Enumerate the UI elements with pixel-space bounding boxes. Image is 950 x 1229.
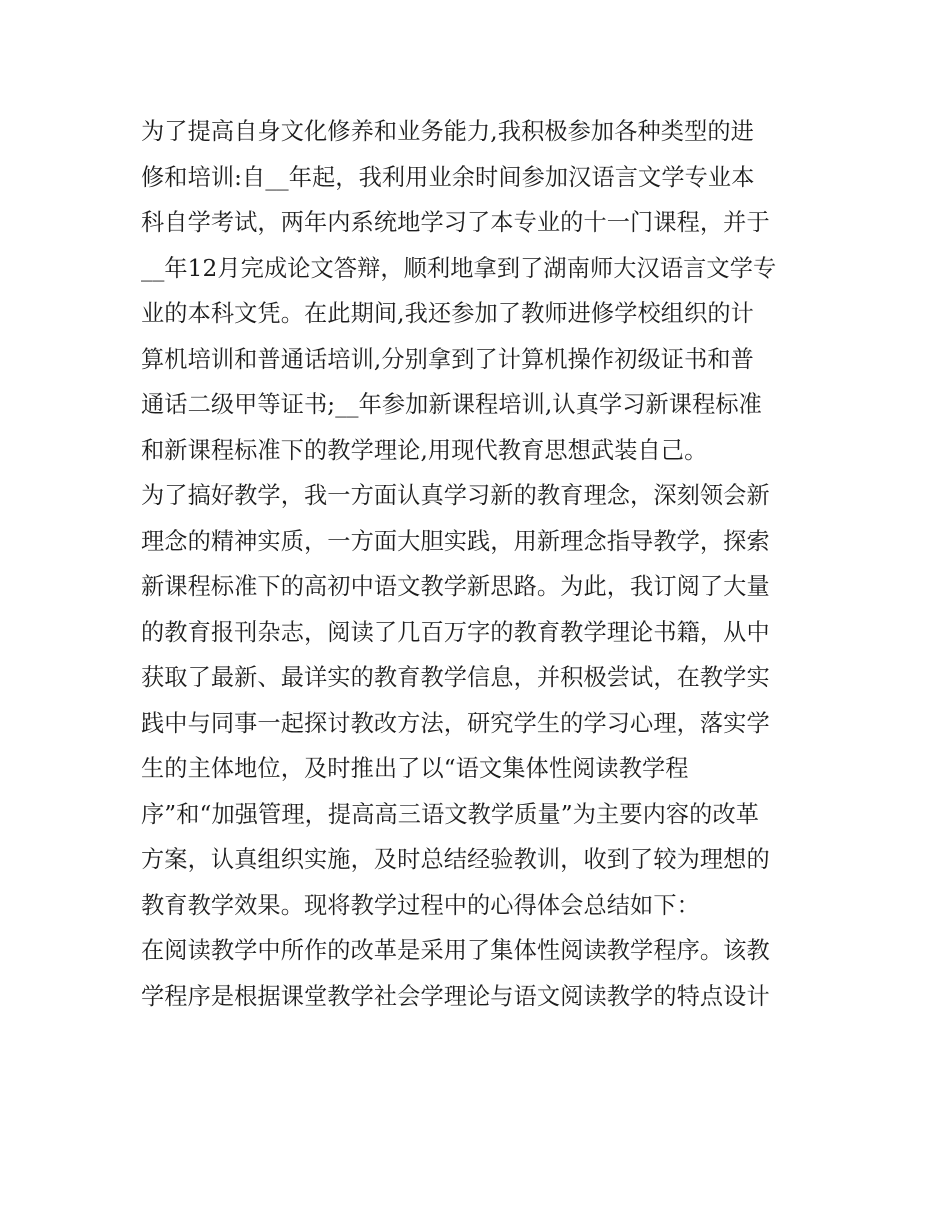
text-line: 理念的精神实质，一方面大胆实践，用新理念指导教学，探索 [141, 527, 770, 555]
text-line: 的教育报刊杂志，阅读了几百万字的教育教学理论书籍，从中 [141, 618, 770, 646]
text-line: 教育教学效果。现将教学过程中的心得体会总结如下： [141, 891, 700, 919]
text-line: 通话二级甲等证书;__年参加新课程培训,认真学习新课程标准 [141, 391, 762, 418]
text-line: 为了提高自身文化修养和业务能力,我积极参加各种类型的进 [141, 118, 754, 145]
text-line: 新课程标准下的高初中语文教学新思路。为此，我订阅了大量 [141, 573, 770, 600]
text-line: 获取了最新、最详实的教育教学信息，并积极尝试，在教学实 [141, 664, 770, 691]
document-body-text [141, 109, 821, 1019]
text-line: 算机培训和普通话培训,分别拿到了计算机操作初级证书和普 [141, 345, 754, 373]
text-line: 在阅读教学中所作的改革是采用了集体性阅读教学程序。该教 [141, 937, 770, 964]
text-line: 业的本科文凭。在此期间,我还参加了教师进修学校组织的计 [141, 300, 754, 327]
text-line: 科自学考试，两年内系统地学习了本专业的十一门课程，并于 [141, 209, 770, 236]
text-line: 和新课程标准下的教学理论,用现代教育思想武装自己。 [141, 436, 708, 464]
text-line: 修和培训:自__年起，我利用业余时间参加汉语言文学专业本 [141, 163, 755, 191]
text-line: 为了搞好教学，我一方面认真学习新的教育理念，深刻领会新 [141, 482, 770, 509]
text-line: 学程序是根据课堂教学社会学理论与语文阅读教学的特点设计 [141, 982, 770, 1010]
text-line: 生的主体地位，及时推出了以“语文集体性阅读教学程 [141, 755, 689, 782]
text-line: __年12月完成论文答辩，顺利地拿到了湖南师大汉语言文学专 [141, 254, 777, 282]
text-line: 方案，认真组织实施，及时总结经验教训，收到了较为理想的 [141, 846, 770, 873]
text-line: 序”和“加强管理，提高高三语文教学质量”为主要内容的改革 [141, 800, 760, 828]
text-line: 践中与同事一起探讨教改方法，研究学生的学习心理，落实学 [141, 709, 770, 737]
